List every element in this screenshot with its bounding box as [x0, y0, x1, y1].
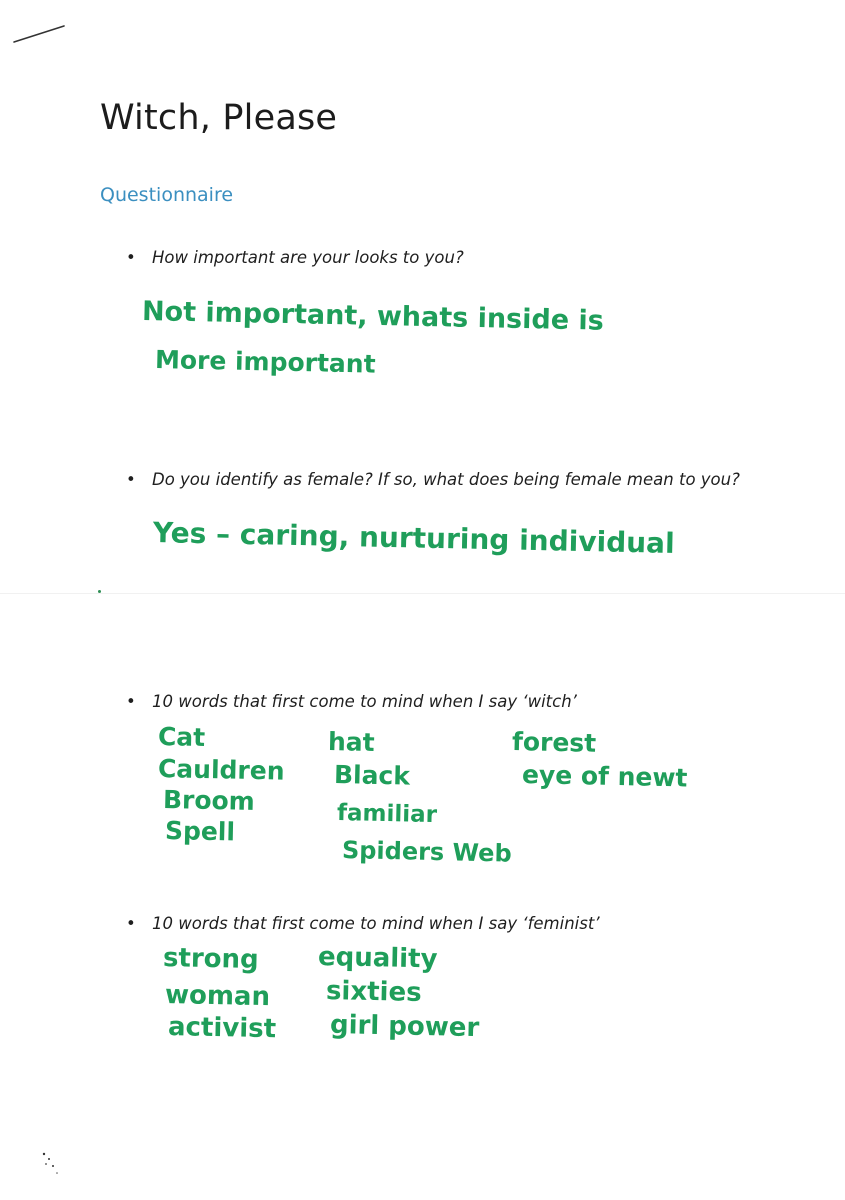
scan-specks [40, 1150, 64, 1176]
question-text: How important are your looks to you? [152, 248, 464, 267]
answer-2-line-1: Yes – caring, nurturing individual [152, 516, 675, 560]
feminist-word-2: woman [164, 980, 271, 1013]
bullet: • [126, 248, 136, 267]
witch-word-4: Spell [164, 816, 236, 847]
bullet: • [126, 914, 136, 933]
answer-1-line-1: Not important, whats inside is [141, 296, 605, 337]
witch-word-9: forest [511, 727, 597, 758]
question-1 [126, 248, 464, 267]
bullet: • [126, 692, 136, 711]
pen-stroke-mark [12, 20, 66, 48]
bullet: • [126, 470, 136, 489]
scan-fold-line [0, 593, 845, 594]
witch-word-2: Cauldren [157, 754, 285, 786]
witch-word-6: Black [333, 760, 411, 791]
feminist-word-6: girl power [329, 1010, 480, 1044]
witch-word-3: Broom [162, 785, 256, 816]
question-text: 10 words that first come to mind when I say ‘feminist’ [152, 914, 600, 933]
witch-word-1: Cat [157, 722, 206, 752]
witch-word-5: hat [327, 727, 375, 757]
feminist-word-4: equality [317, 942, 438, 975]
witch-word-8: Spiders Web [341, 836, 512, 868]
question-text: 10 words that first come to mind when I say ‘witch’ [152, 692, 577, 711]
question-text: Do you identify as female? If so, what does being female mean to you? [152, 470, 740, 489]
witch-word-10: eye of newt [521, 760, 688, 793]
section-subtitle: Questionnaire [100, 184, 234, 206]
feminist-word-1: strong [162, 943, 260, 976]
answer-1-line-2: More important [154, 345, 376, 379]
ink-speck [98, 590, 101, 593]
question-2 [126, 470, 740, 489]
page-title: Witch, Please [100, 98, 338, 138]
feminist-word-3: activist [167, 1012, 277, 1045]
question-3 [126, 692, 577, 711]
question-4 [126, 914, 600, 933]
witch-word-7: familiar [336, 800, 438, 829]
feminist-word-5: sixties [325, 976, 422, 1008]
